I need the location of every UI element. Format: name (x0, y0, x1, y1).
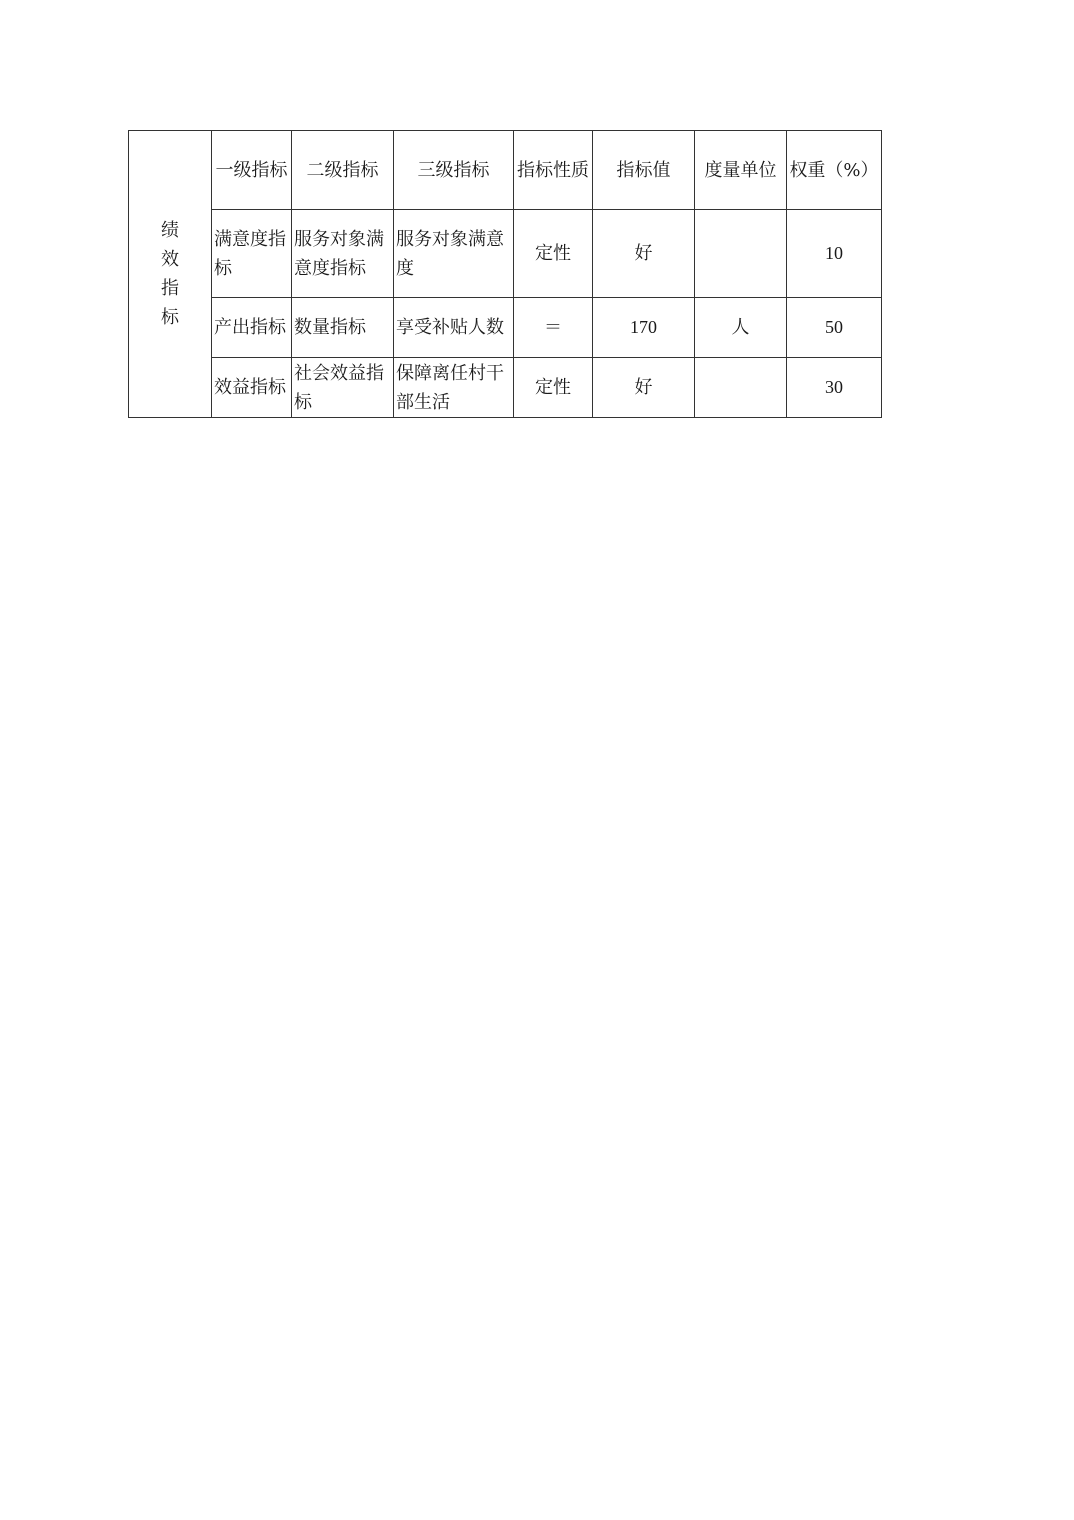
cell-nature: 定性 (514, 210, 593, 298)
header-nature: 指标性质 (514, 131, 593, 210)
header-value: 指标值 (593, 131, 695, 210)
cell-unit (695, 210, 787, 298)
cell-level1: 效益指标 (212, 358, 292, 418)
cell-level2: 服务对象满意度指标 (292, 210, 394, 298)
header-level1: 一级指标 (212, 131, 292, 210)
side-label-char: 指 (161, 278, 179, 299)
cell-value: 170 (593, 298, 695, 358)
table-row (129, 210, 882, 298)
cell-level2: 数量指标 (292, 298, 394, 358)
cell-weight: 10 (787, 210, 882, 298)
table-row (129, 358, 882, 418)
table-header-row (129, 131, 882, 210)
cell-level2: 社会效益指标 (292, 358, 394, 418)
side-label-cell (129, 131, 212, 418)
header-level3: 三级指标 (394, 131, 514, 210)
cell-unit (695, 358, 787, 418)
cell-level3: 保障离任村干部生活 (394, 358, 514, 418)
cell-nature: 定性 (514, 358, 593, 418)
side-label-char: 效 (161, 249, 179, 270)
header-level2: 二级指标 (292, 131, 394, 210)
header-weight: 权重（%） (787, 131, 882, 210)
table-row (129, 298, 882, 358)
cell-weight: 50 (787, 298, 882, 358)
cell-level1: 产出指标 (212, 298, 292, 358)
cell-level3: 服务对象满意度 (394, 210, 514, 298)
side-label-char: 绩 (161, 220, 179, 241)
cell-nature: ＝ (514, 298, 593, 358)
cell-unit: 人 (695, 298, 787, 358)
performance-indicator-table (128, 130, 882, 418)
cell-value: 好 (593, 210, 695, 298)
cell-level3: 享受补贴人数 (394, 298, 514, 358)
cell-weight: 30 (787, 358, 882, 418)
header-unit: 度量单位 (695, 131, 787, 210)
side-label-char: 标 (161, 307, 179, 328)
cell-value: 好 (593, 358, 695, 418)
cell-level1: 满意度指标 (212, 210, 292, 298)
